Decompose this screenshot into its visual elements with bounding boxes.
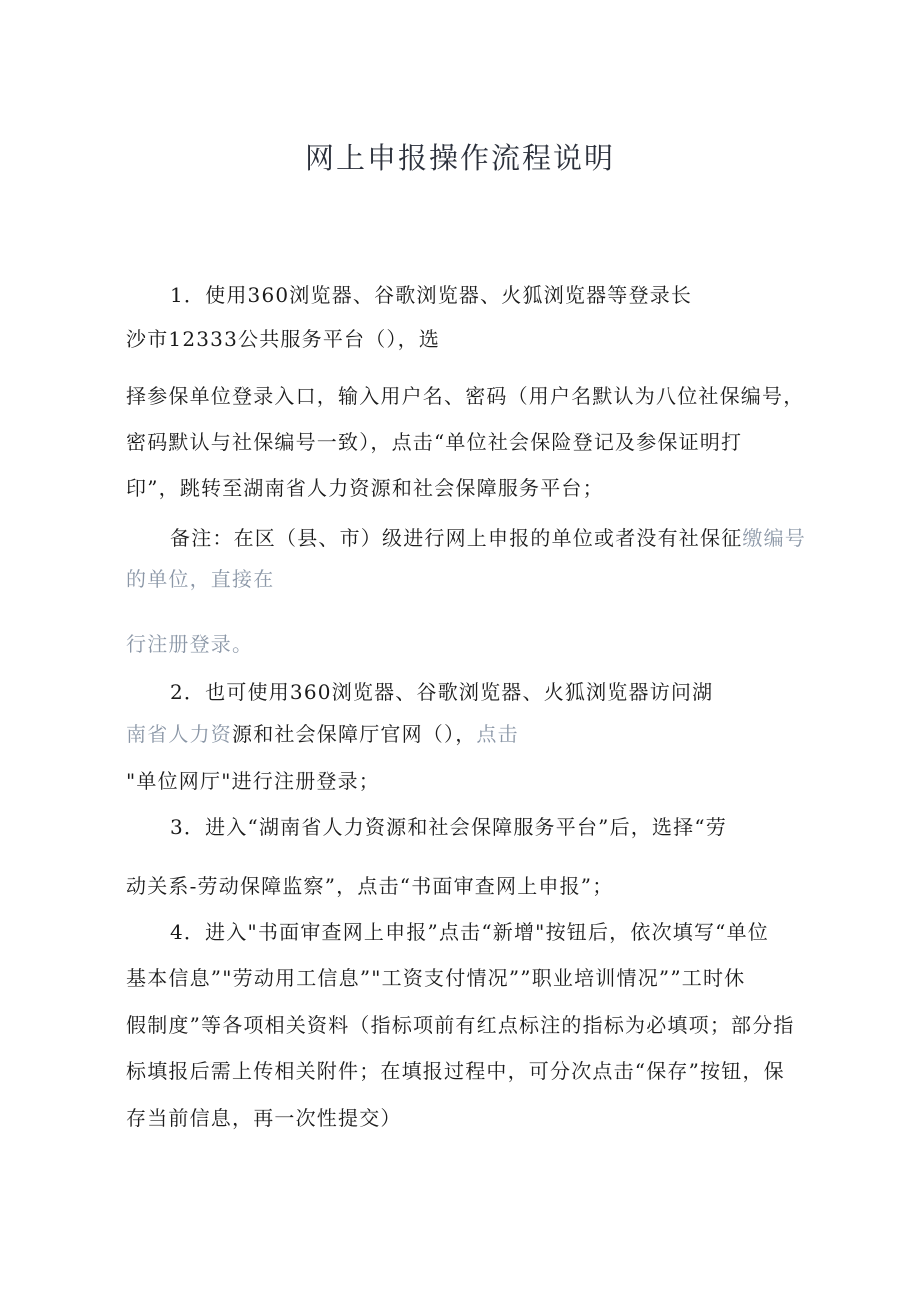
step-4-line-2: 基本信息”"劳动用工信息”"工资支付情况””职业培训情况””工时休 [126,966,746,990]
step-2-line-2-body: 源和社会保障厅官网（）， [232,722,477,746]
note-line-1-text: 备注：在区（县、市）级进行网上申报的单位或者没有社保征 [170,526,743,550]
step-2-line-1: 2．也可使用360浏览器、谷歌浏览器、火狐浏览器访问湖 [170,680,714,704]
step-2-line-2-tail: 点击 [476,722,519,746]
step-4-line-1: 4．进入"书面审查网上申报”点击“新增"按钮后，依次填写“单位 [170,920,769,944]
step-1-line-4: 密码默认与社保编号一致），点击“单位社会保险登记及参保证明打 [126,430,743,454]
step-4-line-5: 存当前信息，再一次性提交） [126,1106,402,1130]
step-3-line-1: 3．进入“湖南省人力资源和社会保障服务平台”后，选择“劳 [170,815,727,839]
step-2-line-3: "单位网厅"进行注册登录； [126,769,380,793]
step-1-line-3: 择参保单位登录入口，输入用户名、密码（用户名默认为八位社保编号， [126,384,805,408]
note-line-3: 行注册登录。 [126,632,254,656]
step-2-line-2 [126,720,519,748]
document-title: 网上申报操作流程说明 [304,141,615,175]
step-1-line-1: 1．使用360浏览器、谷歌浏览器、火狐浏览器等登录长 [170,283,693,307]
step-4-line-3: 假制度”等各项相关资料（指标项前有红点标注的指标为必填项；部分指 [126,1013,795,1037]
step-1-line-5: 印”，跳转至湖南省人力资源和社会保障服务平台； [126,476,604,500]
note-line-2: 的单位，直接在 [126,567,275,591]
note-line-1-tail: 缴编号 [742,526,807,550]
step-1-line-2: 沙市12333公共服务平台（），选 [126,327,441,351]
note-line-1 [170,524,806,552]
step-2-line-2-head: 南省人力资 [126,722,232,746]
step-4-line-4: 标填报后需上传相关附件；在填报过程中，可分次点击“保存”按钮，保 [126,1059,785,1083]
step-3-line-2: 动关系-劳动保障监察”，点击“书面审查网上申报”； [126,874,614,898]
